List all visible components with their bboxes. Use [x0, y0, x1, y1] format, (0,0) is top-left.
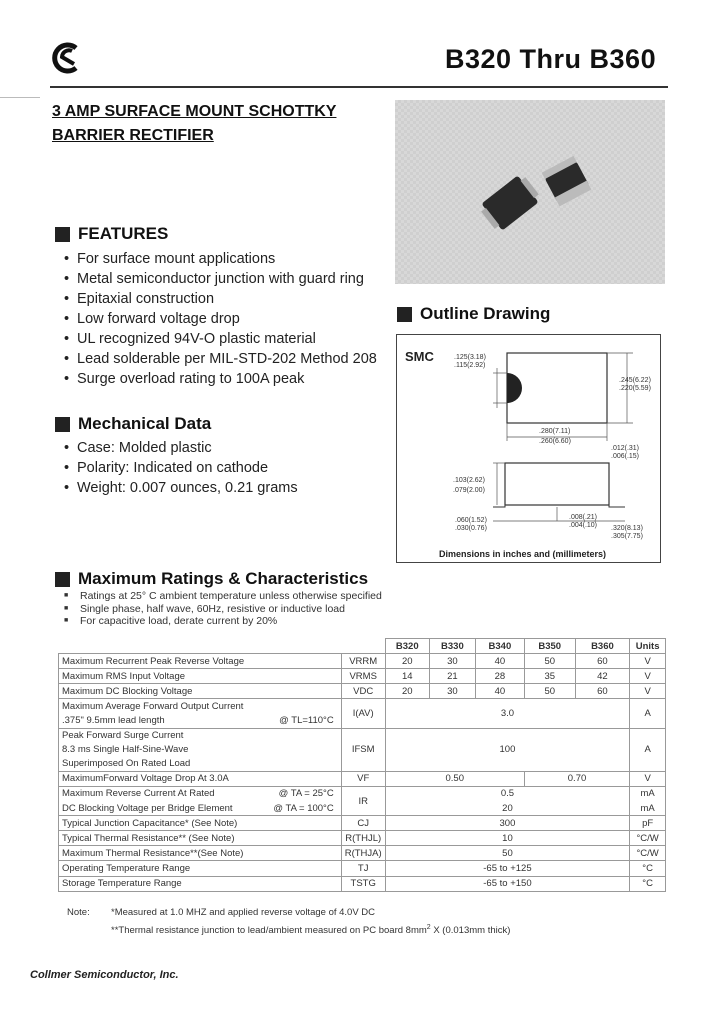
list-item: • Polarity: Indicated on cathode [55, 458, 298, 478]
table-row: Maximum Reverse Current At Rated @ TA = 25°C IR 0.5 mA [59, 786, 666, 801]
cathode-band [507, 373, 522, 403]
list-item: ■ Single phase, half wave, 60Hz, resistive or inductive load [62, 603, 382, 616]
svg-text:.305(7.75): .305(7.75) [611, 533, 643, 540]
col-b330: B330 [429, 639, 475, 654]
svg-text:.220(5.59): .220(5.59) [619, 385, 651, 392]
heading-square-icon [397, 307, 412, 322]
heading-square-icon [55, 227, 70, 242]
product-title [52, 100, 336, 148]
features-list [55, 249, 377, 389]
list-item: ■ For capacitive load, derate current by 20% [62, 615, 382, 628]
heading-square-icon [55, 417, 70, 432]
diode-photo-illustration [395, 100, 665, 284]
product-photo [395, 100, 665, 284]
svg-text:.030(0.76): .030(0.76) [455, 525, 487, 532]
svg-text:.260(6.60): .260(6.60) [539, 438, 571, 445]
list-item: • Lead solderable per MIL-STD-202 Method 208 [55, 349, 377, 369]
table-row: Maximum Average Forward Output Current I(AV) 3.0 A [59, 699, 666, 714]
header-rule [50, 86, 668, 88]
list-item: • Surge overload rating to 100A peak [55, 369, 377, 389]
svg-text:.320(8.13): .320(8.13) [611, 525, 643, 532]
product-title-line1: 3 AMP SURFACE MOUNT SCHOTTKY [52, 103, 337, 120]
table-header-row [59, 639, 666, 654]
company-logo [50, 38, 82, 76]
list-item: ■ Ratings at 25° C ambient temperature unless otherwise specified [62, 590, 382, 603]
product-title-line2: BARRIER RECTIFIER [52, 127, 214, 144]
col-b350: B350 [524, 639, 575, 654]
svg-text:.079(2.00): .079(2.00) [453, 487, 485, 494]
svg-text:.006(.15): .006(.15) [611, 453, 640, 460]
table-row: MaximumForward Voltage Drop At 3.0A VF 0.50 0.70 V [59, 771, 666, 786]
ratings-table [58, 638, 666, 892]
svg-text:.125(3.18): .125(3.18) [454, 354, 486, 361]
list-item: • For surface mount applications [55, 249, 377, 269]
note-1: *Measured at 1.0 MHZ and applied reverse voltage of 4.0V DC [111, 907, 376, 918]
table-row: Maximum Thermal Resistance**(See Note) R(THJA) 50 °C/W [59, 846, 666, 861]
ratings-conditions [62, 590, 382, 628]
col-b360: B360 [575, 639, 630, 654]
features-heading: FEATURES [55, 224, 168, 244]
list-item: • Metal semiconductor junction with guard ring [55, 269, 377, 289]
table-row: Maximum RMS Input Voltage VRMS 14 21 28 35 42 V [59, 669, 666, 684]
notes [67, 905, 510, 938]
table-row: Typical Junction Capacitance* (See Note) CJ 300 pF [59, 816, 666, 831]
svg-text:.115(2.92): .115(2.92) [454, 362, 486, 369]
table-row: Superimposed On Rated Load [59, 757, 666, 772]
outline-diagram [397, 335, 660, 562]
svg-text:.012(.31): .012(.31) [611, 445, 640, 452]
table-row: Peak Forward Surge Current IFSM 100 A [59, 728, 666, 743]
table-row: Maximum DC Blocking Voltage VDC 20 30 40 50 60 V [59, 684, 666, 699]
svg-text:.245(6.22): .245(6.22) [619, 377, 651, 384]
ratings-heading: Maximum Ratings & Characteristics [55, 569, 368, 589]
dimension-caption: Dimensions in inches and (millimeters) [439, 549, 607, 559]
mechanical-list [55, 438, 298, 498]
package-label: SMC [405, 349, 434, 364]
page-title: B320 Thru B360 [445, 44, 657, 74]
table-row: Typical Thermal Resistance** (See Note) R(THJL) 10 °C/W [59, 831, 666, 846]
table-row: Storage Temperature Range TSTG -65 to +150 °C [59, 876, 666, 891]
company-footer: Collmer Semiconductor, Inc. [30, 969, 179, 981]
table-row: .375" 9.5mm lead length @ TL=110°C [59, 713, 666, 728]
note-2: **Thermal resistance junction to lead/ambient measured on PC board $8mm^2$ X (0.013mm thick) [111, 924, 511, 937]
svg-text:.008(.21): .008(.21) [569, 514, 598, 521]
table-row: DC Blocking Voltage per Bridge Element @ TA = 100°C 20 mA [59, 801, 666, 816]
outline-drawing [396, 334, 661, 563]
margin-mark [0, 97, 40, 98]
list-item: • Low forward voltage drop [55, 309, 377, 329]
table-row: 8.3 ms Single Half-Sine-Wave [59, 743, 666, 757]
package-side-view [505, 463, 609, 505]
table-row: Operating Temperature Range TJ -65 to +125 °C [59, 861, 666, 876]
svg-text:.103(2.62): .103(2.62) [453, 477, 485, 484]
heading-square-icon [55, 572, 70, 587]
svg-text:.004(.10): .004(.10) [569, 522, 598, 529]
list-item: • UL recognized 94V-O plastic material [55, 329, 377, 349]
col-units: Units [630, 639, 666, 654]
col-b340: B340 [475, 639, 524, 654]
mechanical-heading: Mechanical Data [55, 414, 211, 434]
notes-label: Note: [67, 907, 90, 918]
list-item: • Case: Molded plastic [55, 438, 298, 458]
table-row: Maximum Recurrent Peak Reverse Voltage VRRM 20 30 40 50 60 V [59, 654, 666, 669]
col-b320: B320 [385, 639, 429, 654]
svg-text:.280(7.11): .280(7.11) [539, 428, 571, 435]
svg-text:.060(1.52): .060(1.52) [455, 517, 487, 524]
list-item: • Weight: 0.007 ounces, 0.21 grams [55, 478, 298, 498]
list-item: • Epitaxial construction [55, 289, 377, 309]
outline-heading: Outline Drawing [397, 304, 550, 324]
